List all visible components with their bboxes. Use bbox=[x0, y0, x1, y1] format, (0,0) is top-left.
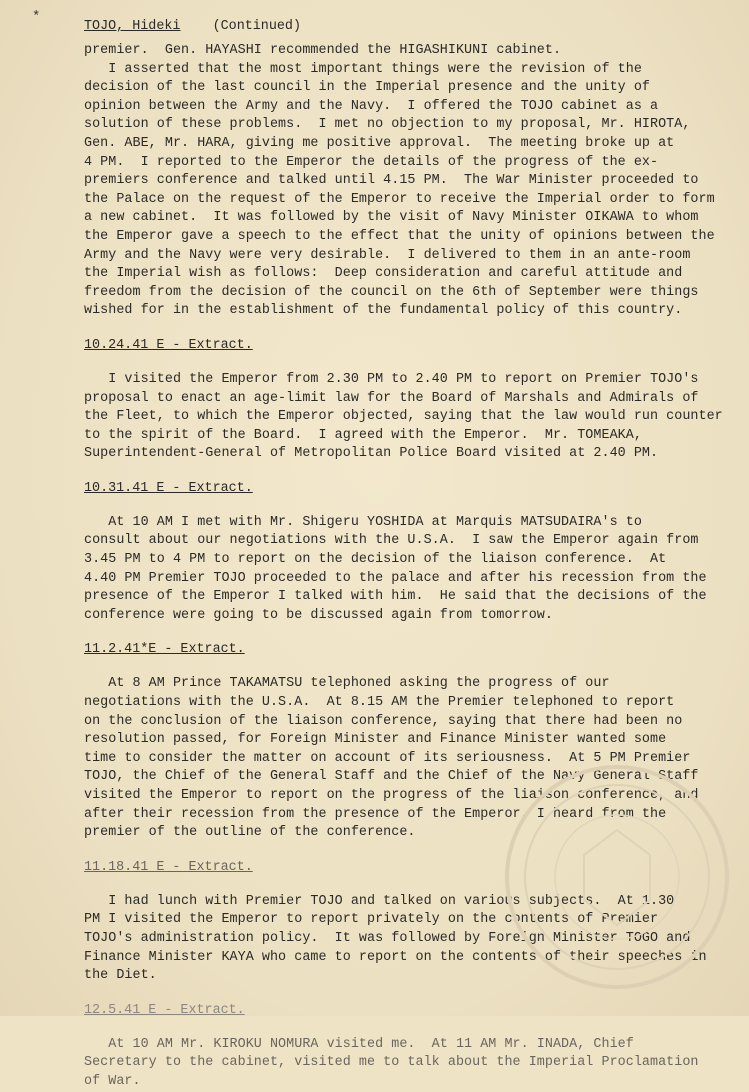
entry-title: 11.2.41*E - Extract. bbox=[84, 642, 245, 658]
intro-paragraph bbox=[84, 42, 724, 321]
text-line: conference were going to be discussed again from tomorrow. bbox=[84, 607, 553, 623]
entry-title: 12.5.41 E - Extract. bbox=[84, 1002, 245, 1018]
text-line: 4 PM. I reported to the Emperor the details of the progress of the ex- bbox=[84, 154, 659, 170]
text-line: resolution passed, for Foreign Minister and Finance Minister wanted some bbox=[84, 732, 667, 748]
text-line: premier of the outline of the conference. bbox=[84, 825, 416, 841]
text-line: presence of the Emperor I talked with him. He said that the decisions of the bbox=[84, 589, 707, 605]
entry-paragraph bbox=[84, 1036, 724, 1092]
text-line: the Diet. bbox=[84, 968, 157, 984]
page-mark: * bbox=[32, 9, 41, 25]
text-line: solution of these problems. I met no objection to my proposal, Mr. HIROTA, bbox=[84, 117, 691, 133]
text-line: decision of the last council in the Imperial presence and the unity of bbox=[84, 80, 650, 96]
text-line: Finance Minister KAYA who came to report on the contents of their speeches in bbox=[84, 949, 707, 965]
text-line: I had lunch with Premier TOJO and talked on various subjects. At 1.30 bbox=[84, 893, 675, 909]
entry-title: 10.31.41 E - Extract. bbox=[84, 480, 253, 496]
text-line: At 8 AM Prince TAKAMATSU telephoned asking the progress of our bbox=[84, 676, 610, 692]
text-line: to the spirit of the Board. I agreed with the Emperor. Mr. TOMEAKA, bbox=[84, 427, 642, 443]
text-line: freedom from the decision of the council on the 6th of September were things bbox=[84, 284, 699, 300]
text-line: the Fleet, to which the Emperor objected, saying that the law would run counter bbox=[84, 409, 723, 425]
text-line: time to consider the matter on account of its seriousness. At 5 PM Premier bbox=[84, 750, 691, 766]
entry-paragraph bbox=[84, 371, 724, 464]
header-name: TOJO, Hideki bbox=[84, 19, 181, 34]
text-line: proposal to enact an age-limit law for the Board of Marshals and Admirals of bbox=[84, 390, 699, 406]
text-line: TOJO's administration policy. It was followed by Foreign Minister TOGO and bbox=[84, 930, 691, 946]
text-line: the Palace on the request of the Emperor to receive the Imperial order to form bbox=[84, 191, 715, 207]
university-seal-watermark bbox=[500, 760, 735, 995]
entry-title: 10.24.41 E - Extract. bbox=[84, 337, 253, 353]
text-line: premiers conference and talked until 4.15 PM. The War Minister proceeded to bbox=[84, 173, 699, 189]
text-line: Superintendent-General of Metropolitan Police Board visited at 2.40 PM. bbox=[84, 446, 659, 462]
text-line: I asserted that the most important things were the revision of the bbox=[84, 61, 642, 77]
text-line: negotiations with the U.S.A. At 8.15 AM the Premier telephoned to report bbox=[84, 695, 675, 711]
header-continued: (Continued) bbox=[212, 19, 301, 34]
text-line: 4.40 PM Premier TOJO proceeded to the palace and after his recession from the bbox=[84, 570, 707, 586]
text-line: At 10 AM I met with Mr. Shigeru YOSHIDA at Marquis MATSUDAIRA's to bbox=[84, 514, 642, 530]
text-line: At 10 AM Mr. KIROKU NOMURA visited me. At 11 AM Mr. INADA, Chief bbox=[84, 1036, 634, 1052]
text-line: PM I visited the Emperor to report privately on the contents of Premier bbox=[84, 912, 659, 928]
text-line: the Imperial wish as follows: Deep consideration and careful attitude and bbox=[84, 266, 683, 282]
document-header bbox=[84, 18, 724, 36]
text-line: opinion between the Army and the Navy. I offered the TOJO cabinet as a bbox=[84, 98, 659, 114]
text-line: Secretary to the cabinet, visited me to talk about the Imperial Proclamation bbox=[84, 1055, 699, 1071]
text-line: premier. Gen. HAYASHI recommended the HIGASHIKUNI cabinet. bbox=[84, 43, 562, 58]
text-line: consult about our negotiations with the U.S.A. I saw the Emperor again from bbox=[84, 533, 699, 549]
text-line: Gen. ABE, Mr. HARA, giving me positive approval. The meeting broke up at bbox=[84, 135, 675, 151]
text-line: Army and the Navy were very desirable. I delivered to them in an ante-room bbox=[84, 247, 691, 263]
entry-paragraph bbox=[84, 514, 724, 626]
text-line: 3.45 PM to 4 PM to report on the decision of the liaison conference. At bbox=[84, 552, 667, 568]
entry-title: 11.18.41 E - Extract. bbox=[84, 859, 253, 875]
text-line: TOJO, the Chief of the General Staff and the Chief of the Navy General Staff bbox=[84, 769, 699, 785]
text-line: a new cabinet. It was followed by the visit of Navy Minister OIKAWA to whom bbox=[84, 210, 699, 226]
text-line: I visited the Emperor from 2.30 PM to 2.40 PM to report on Premier TOJO's bbox=[84, 371, 699, 387]
text-line: the Emperor gave a speech to the effect that the unity of opinions between the bbox=[84, 228, 715, 244]
text-line: on the conclusion of the liaison conference, saying that there had been no bbox=[84, 713, 683, 729]
text-line: wished for in the establishment of the fundamental policy of this country. bbox=[84, 303, 683, 319]
text-line: of War. bbox=[84, 1073, 141, 1089]
text-line: after their recession from the presence of the Emperor, I heard from the bbox=[84, 806, 667, 822]
text-line: visited the Emperor to report on the progress of the liaison conference, and bbox=[84, 788, 699, 803]
